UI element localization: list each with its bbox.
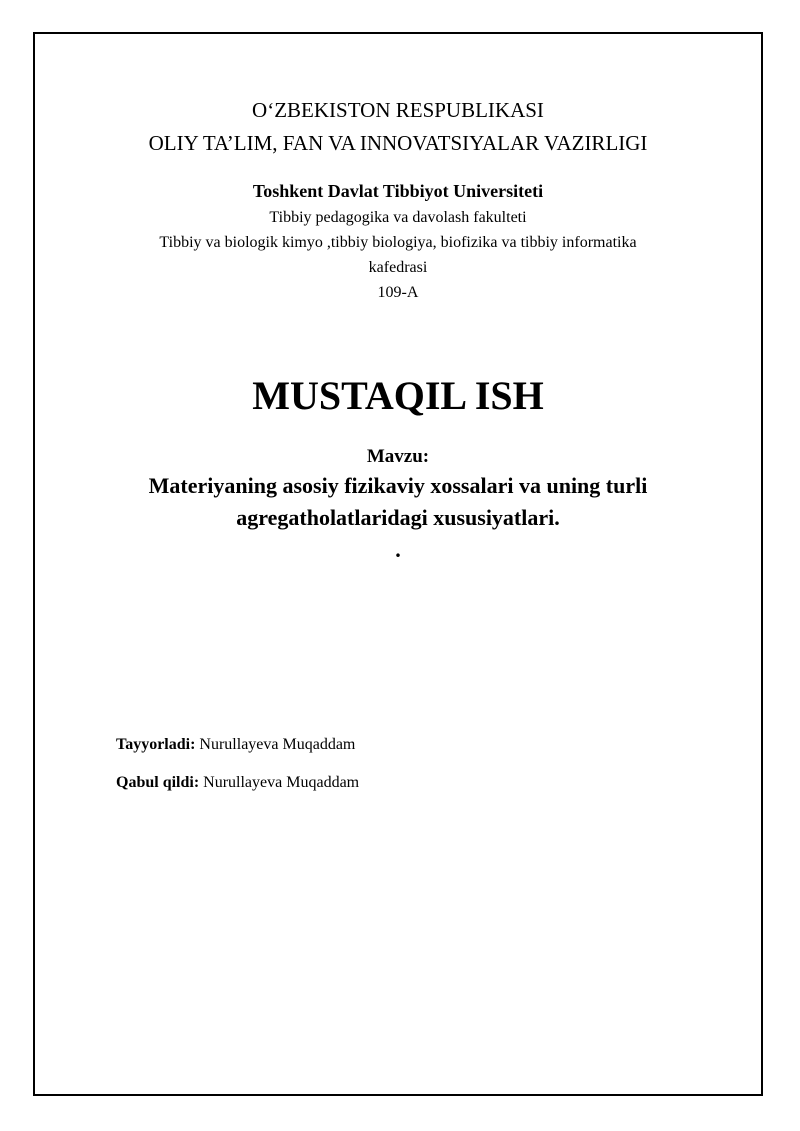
faculty-name: Tibbiy pedagogika va davolash fakulteti	[269, 209, 527, 226]
accepted-by-value: Nurullayeva Muqaddam	[199, 774, 360, 791]
group-number: 109-A	[377, 284, 419, 301]
ministry-heading: OLIY TA’LIM, FAN VA INNOVATSIYALAR VAZIRLIGI	[148, 131, 648, 155]
accepted-by-line	[116, 774, 359, 792]
topic-trailing-dot: .	[395, 537, 401, 562]
prepared-by-line	[116, 736, 355, 754]
university-name: Toshkent Davlat Tibbiyot Universiteti	[252, 181, 544, 201]
accepted-by-label: Qabul qildi:	[116, 774, 200, 791]
prepared-by-value: Nurullayeva Muqaddam	[195, 736, 356, 753]
department-name-line2: kafedrasi	[368, 259, 428, 276]
topic-text-line2: agregatholatlaridagi xususiyatlari.	[236, 505, 560, 530]
department-name-line1: Tibbiy va biologik kimyo ,tibbiy biologiya, biofizika va tibbiy informatika	[159, 234, 637, 251]
topic-label: Mavzu:	[366, 446, 430, 467]
prepared-by-label: Tayyorladi:	[116, 736, 196, 753]
country-heading: O‘ZBEKISTON RESPUBLIKASI	[252, 98, 544, 122]
topic-text-line1: Materiyaning asosiy fizikaviy xossalari va uning turli	[148, 473, 648, 498]
document-title: MUSTAQIL ISH	[252, 373, 544, 418]
